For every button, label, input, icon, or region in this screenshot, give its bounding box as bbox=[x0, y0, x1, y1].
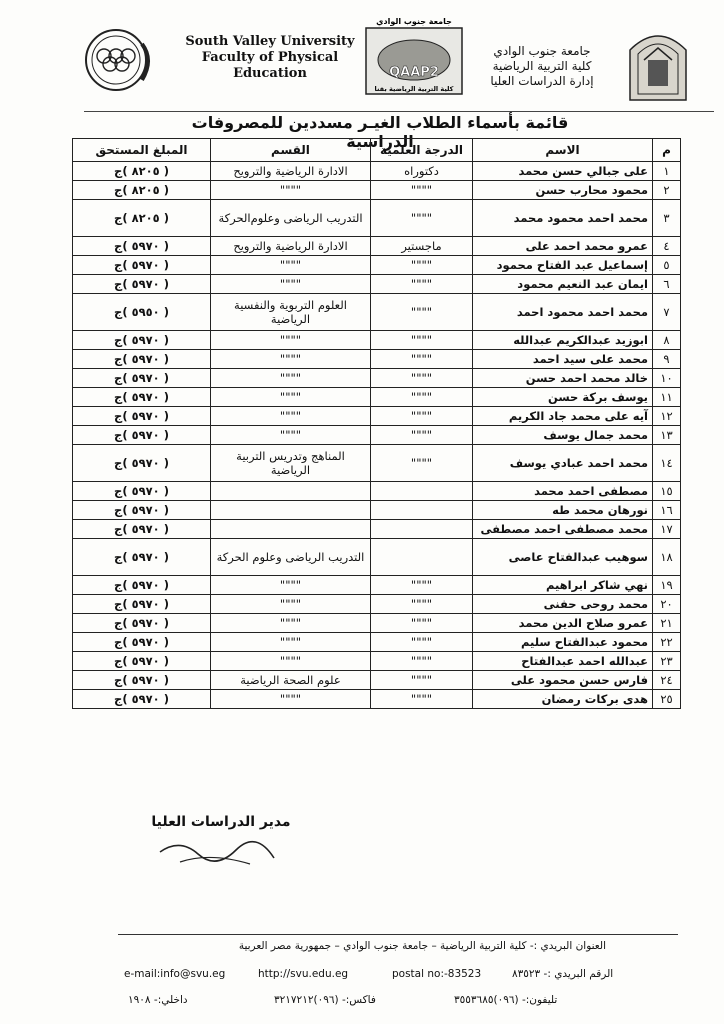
amount-due: ( ٥٩٧٠ )ج bbox=[73, 388, 211, 407]
amount-due: ( ٥٩٧٠ )ج bbox=[73, 331, 211, 350]
student-name: محمد مصطفى احمد مصطفى bbox=[473, 520, 653, 539]
table-row bbox=[73, 200, 681, 237]
row-number: ٦ bbox=[653, 275, 681, 294]
department-cell: الادارة الرياضية والترويح bbox=[211, 162, 371, 181]
footer-website[interactable]: http://svu.edu.eg bbox=[258, 968, 349, 980]
university-name-ar bbox=[472, 44, 612, 89]
department-cell: العلوم التربوية والنفسية الرياضية bbox=[211, 294, 371, 331]
degree-cell: """" bbox=[371, 652, 473, 671]
row-number: ١٩ bbox=[653, 576, 681, 595]
student-name: مصطفى احمد محمد bbox=[473, 482, 653, 501]
degree-cell bbox=[371, 501, 473, 520]
department-cell bbox=[211, 482, 371, 501]
department-cell: """" bbox=[211, 426, 371, 445]
degree-cell: ماجستير bbox=[371, 237, 473, 256]
amount-due: ( ٥٩٧٠ )ج bbox=[73, 407, 211, 426]
department-cell: """" bbox=[211, 275, 371, 294]
table-row bbox=[73, 350, 681, 369]
table-row bbox=[73, 633, 681, 652]
header-divider bbox=[84, 111, 714, 112]
table-row bbox=[73, 388, 681, 407]
row-number: ٢٤ bbox=[653, 671, 681, 690]
degree-cell: """" bbox=[371, 369, 473, 388]
row-number: ١٧ bbox=[653, 520, 681, 539]
footer-fax: فاكس:- (٠٩٦)٣٢١٧٢١٢ bbox=[274, 994, 376, 1006]
department-cell: التدريب الرياضى وعلوم‌الحركة bbox=[211, 200, 371, 237]
amount-due: ( ٥٩٥٠ )ج bbox=[73, 294, 211, 331]
amount-due: ( ٨٢٠٥ )ج bbox=[73, 200, 211, 237]
footer-postal-en: postal no:-83523 bbox=[392, 968, 482, 980]
student-name: فارس حسن محمود على bbox=[473, 671, 653, 690]
department-cell: """" bbox=[211, 614, 371, 633]
department-cell: علوم الصحة الرياضية bbox=[211, 671, 371, 690]
amount-due: ( ٥٩٧٠ )ج bbox=[73, 539, 211, 576]
footer-address: العنوان البريدي :- كلية التربية الرياضية – جامعة جنوب الوادي – جمهورية مصر العربية bbox=[238, 940, 606, 952]
department-cell: """" bbox=[211, 652, 371, 671]
header-dept: القسم bbox=[211, 139, 371, 162]
amount-due: ( ٥٩٧٠ )ج bbox=[73, 690, 211, 709]
table-row bbox=[73, 576, 681, 595]
footer-telephone: تليفون:- (٠٩٦)٣٥٥٣٦٨٥ bbox=[454, 994, 558, 1006]
qaap2-logo-mid-text: QAAP2 bbox=[389, 65, 439, 80]
row-number: ٢ bbox=[653, 181, 681, 200]
table-row bbox=[73, 369, 681, 388]
student-name: هدى بركات رمضان bbox=[473, 690, 653, 709]
document-title: قائمة بأسماء الطلاب الغيـر مسددين للمصروفات الدراسية bbox=[191, 113, 569, 151]
amount-due: ( ٥٩٧٠ )ج bbox=[73, 520, 211, 539]
student-name: خالد محمد احمد حسن bbox=[473, 369, 653, 388]
student-name: على جبالي حسن محمد bbox=[473, 162, 653, 181]
student-name: نورهان محمد طه bbox=[473, 501, 653, 520]
row-number: ٢٣ bbox=[653, 652, 681, 671]
amount-due: ( ٥٩٧٠ )ج bbox=[73, 576, 211, 595]
signature-title: مدير الدراسات العليا bbox=[151, 814, 291, 830]
footer-postal-ar: الرقم البريدي :- ٨٣٥٢٣ bbox=[512, 968, 614, 980]
table-row bbox=[73, 652, 681, 671]
degree-cell: """" bbox=[371, 633, 473, 652]
row-number: ١ bbox=[653, 162, 681, 181]
row-number: ٨ bbox=[653, 331, 681, 350]
university-name-en bbox=[170, 34, 370, 82]
degree-cell: """" bbox=[371, 256, 473, 275]
department-cell bbox=[211, 501, 371, 520]
university-en-line: South Valley University bbox=[185, 34, 355, 49]
degree-cell: """" bbox=[371, 671, 473, 690]
table-row bbox=[73, 426, 681, 445]
amount-due: ( ٨٢٠٥ )ج bbox=[73, 181, 211, 200]
header-no: م bbox=[653, 139, 681, 162]
row-number: ٢١ bbox=[653, 614, 681, 633]
table-row bbox=[73, 162, 681, 181]
degree-cell: """" bbox=[371, 294, 473, 331]
department-cell bbox=[211, 520, 371, 539]
table-header-row bbox=[73, 139, 681, 162]
student-name: محمود محارب حسن bbox=[473, 181, 653, 200]
row-number: ١١ bbox=[653, 388, 681, 407]
table-row bbox=[73, 407, 681, 426]
qaap2-logo-top-text: جامعة جنوب الوادي bbox=[376, 17, 452, 26]
student-name: نهي شاكر ابراهيم bbox=[473, 576, 653, 595]
row-number: ٢٠ bbox=[653, 595, 681, 614]
amount-due: ( ٨٢٠٥ )ج bbox=[73, 162, 211, 181]
degree-cell: """" bbox=[371, 350, 473, 369]
department-cell: """" bbox=[211, 407, 371, 426]
faculty-ar-line: كلية التربية الرياضية bbox=[492, 59, 592, 73]
row-number: ٩ bbox=[653, 350, 681, 369]
table-row bbox=[73, 539, 681, 576]
department-cell: """" bbox=[211, 690, 371, 709]
unpaid-students-table bbox=[72, 138, 681, 709]
department-cell: الادارة الرياضية والترويح bbox=[211, 237, 371, 256]
department-cell: """" bbox=[211, 331, 371, 350]
degree-cell: """" bbox=[371, 407, 473, 426]
degree-cell: """" bbox=[371, 595, 473, 614]
degree-cell: """" bbox=[371, 200, 473, 237]
student-name: عمرو محمد احمد على bbox=[473, 237, 653, 256]
amount-due: ( ٥٩٧٠ )ج bbox=[73, 275, 211, 294]
student-name: سوهيب عبدالفتاح عاصى bbox=[473, 539, 653, 576]
department-cell: المناهج وتدريس التربية الرياضية bbox=[211, 445, 371, 482]
header-degree: الدرجة العلمية bbox=[371, 139, 473, 162]
amount-due: ( ٥٩٧٠ )ج bbox=[73, 350, 211, 369]
department-cell: """" bbox=[211, 576, 371, 595]
student-name: ايمان عبد النعيم محمود bbox=[473, 275, 653, 294]
table-row bbox=[73, 294, 681, 331]
degree-cell bbox=[371, 539, 473, 576]
department-cell: """" bbox=[211, 595, 371, 614]
table-row bbox=[73, 331, 681, 350]
student-name: عبدالله احمد عبدالفتاح bbox=[473, 652, 653, 671]
student-name: محمد جمال يوسف bbox=[473, 426, 653, 445]
table-row bbox=[73, 256, 681, 275]
university-seal-logo bbox=[618, 20, 698, 104]
row-number: ٧ bbox=[653, 294, 681, 331]
amount-due: ( ٥٩٧٠ )ج bbox=[73, 369, 211, 388]
degree-cell: """" bbox=[371, 181, 473, 200]
degree-cell: دكتوراه bbox=[371, 162, 473, 181]
amount-due: ( ٥٩٧٠ )ج bbox=[73, 256, 211, 275]
table-row bbox=[73, 595, 681, 614]
degree-cell: """" bbox=[371, 388, 473, 407]
row-number: ١٦ bbox=[653, 501, 681, 520]
degree-cell: """" bbox=[371, 426, 473, 445]
student-name: يوسف بركة حسن bbox=[473, 388, 653, 407]
degree-cell: """" bbox=[371, 331, 473, 350]
student-name: عمرو صلاح الدين محمد bbox=[473, 614, 653, 633]
row-number: ١٨ bbox=[653, 539, 681, 576]
department-cell: """" bbox=[211, 369, 371, 388]
department-cell: """" bbox=[211, 181, 371, 200]
university-ar-line: جامعة جنوب الوادي bbox=[493, 44, 591, 58]
row-number: ١٤ bbox=[653, 445, 681, 482]
row-number: ١٥ bbox=[653, 482, 681, 501]
student-name: محمد على سيد احمد bbox=[473, 350, 653, 369]
row-number: ٢٢ bbox=[653, 633, 681, 652]
table-body bbox=[73, 162, 681, 709]
degree-cell: """" bbox=[371, 445, 473, 482]
header-amount: المبلغ المستحق bbox=[73, 139, 211, 162]
amount-due: ( ٥٩٧٠ )ج bbox=[73, 482, 211, 501]
row-number: ٤ bbox=[653, 237, 681, 256]
letterhead bbox=[0, 0, 724, 112]
table-row bbox=[73, 482, 681, 501]
qaap2-logo-bottom-text: كلية التربية الرياضية بقنا bbox=[374, 85, 454, 93]
footer-divider bbox=[118, 934, 678, 935]
table-row bbox=[73, 237, 681, 256]
amount-due: ( ٥٩٧٠ )ج bbox=[73, 237, 211, 256]
degree-cell bbox=[371, 482, 473, 501]
student-name: محمد احمد محمود محمد bbox=[473, 200, 653, 237]
student-name: محمد روحى حفنى bbox=[473, 595, 653, 614]
student-name: إسماعيل عبد الفتاح محمود bbox=[473, 256, 653, 275]
student-name: آيه على محمد جاد الكريم bbox=[473, 407, 653, 426]
row-number: ٢٥ bbox=[653, 690, 681, 709]
footer-extension: داخلي:- ١٩٠٨ bbox=[128, 994, 188, 1006]
degree-cell: """" bbox=[371, 576, 473, 595]
student-name: ابوزيد عبدالكريم عبدالله bbox=[473, 331, 653, 350]
department-cell: التدريب الرياضى وعلوم الحركة bbox=[211, 539, 371, 576]
students-table-container bbox=[72, 138, 680, 709]
row-number: ١٢ bbox=[653, 407, 681, 426]
student-name: محمود عبدالفتاح سليم bbox=[473, 633, 653, 652]
table-row bbox=[73, 501, 681, 520]
student-name: محمد احمد محمود احمد bbox=[473, 294, 653, 331]
amount-due: ( ٥٩٧٠ )ج bbox=[73, 595, 211, 614]
table-row bbox=[73, 614, 681, 633]
row-number: ٥ bbox=[653, 256, 681, 275]
table-row bbox=[73, 690, 681, 709]
department-cell: """" bbox=[211, 633, 371, 652]
header-name: الاسم bbox=[473, 139, 653, 162]
dept-ar-line: إدارة الدراسات العليا bbox=[490, 74, 594, 88]
row-number: ٣ bbox=[653, 200, 681, 237]
table-row bbox=[73, 671, 681, 690]
row-number: ١٠ bbox=[653, 369, 681, 388]
department-cell: """" bbox=[211, 388, 371, 407]
amount-due: ( ٥٩٧٠ )ج bbox=[73, 445, 211, 482]
table-row bbox=[73, 520, 681, 539]
degree-cell: """" bbox=[371, 690, 473, 709]
degree-cell: """" bbox=[371, 275, 473, 294]
student-name: محمد احمد عبادي يوسف bbox=[473, 445, 653, 482]
amount-due: ( ٥٩٧٠ )ج bbox=[73, 633, 211, 652]
department-cell: """" bbox=[211, 350, 371, 369]
amount-due: ( ٥٩٧٠ )ج bbox=[73, 671, 211, 690]
amount-due: ( ٥٩٧٠ )ج bbox=[73, 426, 211, 445]
row-number: ١٣ bbox=[653, 426, 681, 445]
footer-email[interactable]: e-mail:info@svu.eg bbox=[124, 968, 226, 980]
table-row bbox=[73, 275, 681, 294]
qaap2-logo bbox=[364, 14, 464, 96]
faculty-olympic-logo bbox=[72, 24, 160, 96]
table-row bbox=[73, 181, 681, 200]
amount-due: ( ٥٩٧٠ )ج bbox=[73, 501, 211, 520]
department-cell: """" bbox=[211, 256, 371, 275]
amount-due: ( ٥٩٧٠ )ج bbox=[73, 652, 211, 671]
amount-due: ( ٥٩٧٠ )ج bbox=[73, 614, 211, 633]
degree-cell bbox=[371, 520, 473, 539]
degree-cell: """" bbox=[371, 614, 473, 633]
faculty-en-line: Faculty of Physical Education bbox=[201, 50, 339, 81]
handwritten-signature bbox=[150, 830, 290, 870]
table-row bbox=[73, 445, 681, 482]
